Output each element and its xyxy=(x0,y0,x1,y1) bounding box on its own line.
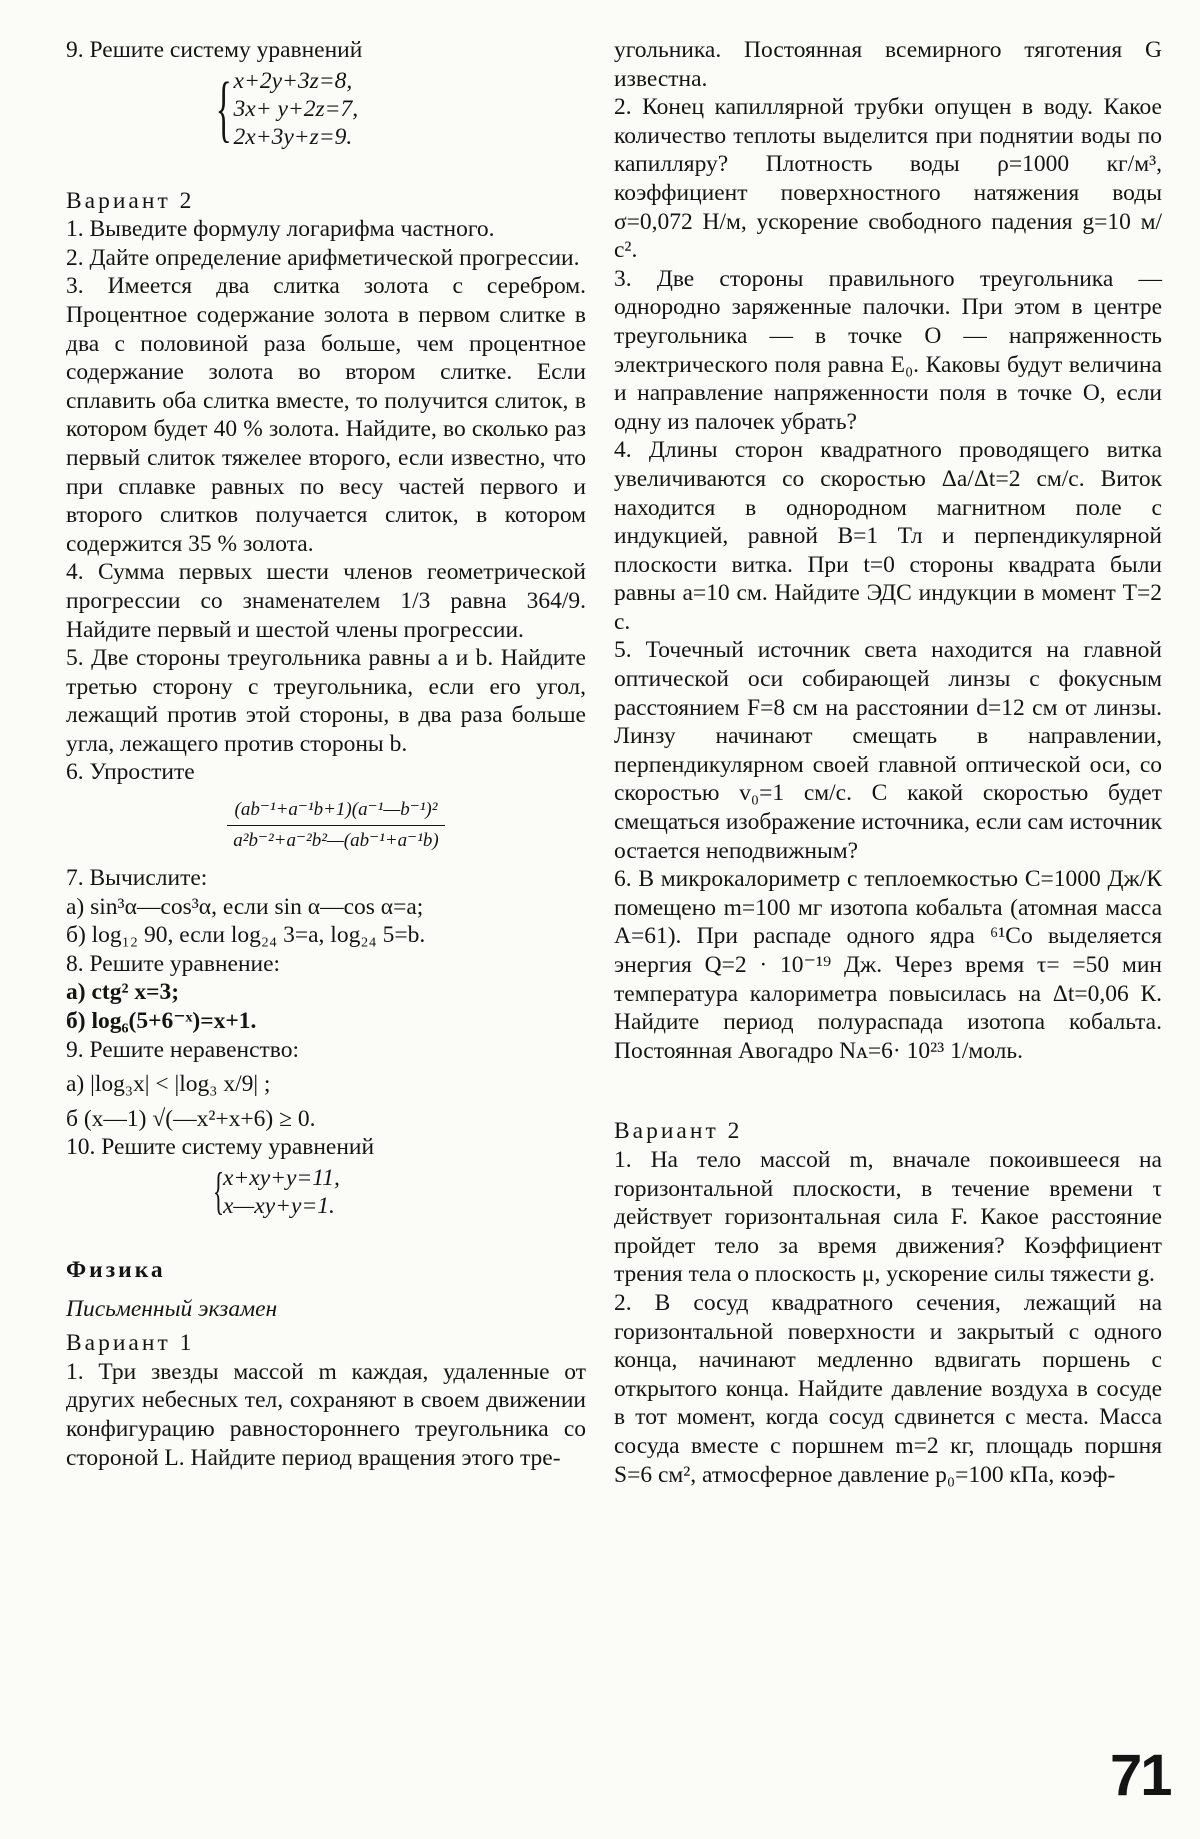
equation-line: x+2y+3z=8, xyxy=(233,67,353,94)
written-exam-subheading: Письменный экзамен xyxy=(66,1295,278,1322)
math-question-3: 3. Имеется два слитка золота с серебром. Процентное содержание золота в первом слитке в два с половиной раза больше, чем процентное содержание золота во втором слитке. Если сплавить оба слитка вместе, то получится слиток, в котором будет 40 % золота. Найдите, во сколько раз первый слиток тяжелее второго, если известно, что при сплавке равных по весу частей первого и второго слитков получается слиток, в котором содержится 35 % золота. xyxy=(66,273,586,557)
variant-2-heading: Вариант 2 xyxy=(66,187,195,214)
page-number: 71 xyxy=(1110,1743,1171,1808)
physics-question-1: 1. Три звезды массой m каждая, удаленные от других небесных тел, сохраняют в своем движении конфигурацию равностороннего треугольника со стороной L. Найдите период вращения этого тре- xyxy=(66,1358,586,1471)
math-question-1: 1. Выведите формулу логарифма частного. xyxy=(66,216,495,243)
system-problem-9-title: 9. Решите систему уравнений xyxy=(66,37,363,63)
math-question-8: 8. Решите уравнение: xyxy=(66,950,281,977)
physics-heading: Физика xyxy=(66,1257,166,1283)
equation-system-9 xyxy=(206,67,586,151)
math-question-9a: а) |log₃x| < |log₃ x/9| ; xyxy=(66,1071,271,1098)
fraction-numerator: (ab⁻¹+a⁻¹b+1)(a⁻¹—b⁻¹)² xyxy=(227,797,446,826)
variant-2-physics-heading: Вариант 2 xyxy=(614,1118,743,1145)
physics-question-4: 4. Длины сторон квадратного проводящего витка увеличиваются со скоростью Δa/Δt=2 см/с. Виток находится в однородном магнитном поле с индукцией, равной B=1 Тл и перпендикулярной плоскости витка. При t=0 стороны квадрата были равны a=10 см. Найдите ЭДС индукции в момент T=2 с. xyxy=(614,437,1162,635)
math-question-7a: а) sin³α—cos³α, если sin α—cos α=a; xyxy=(66,893,424,920)
brace-symbol: { xyxy=(215,67,232,150)
physics-question-3: 3. Две стороны правильного треугольника — однородно заряженные палочки. При этом в центре треугольника — в точке O — напряженность электрического поля равна E₀. Каковы будут величина и направление напряженности поля в точке O, если одну из палочек убрать? xyxy=(614,265,1162,435)
equation-line: 2x+3y+z=9. xyxy=(233,123,353,150)
left-column xyxy=(66,36,586,1472)
math-question-4: 4. Сумма первых шести членов геометрической прогрессии со знаменателем 1/3 равна 364/9. Найдите первый и шестой члены прогрессии. xyxy=(66,559,586,643)
physics-v2-question-2: 2. В сосуд квадратного сечения, лежащий на горизонтальной поверхности и закрытый с одного конца, начинают медленно вдвигать поршень с открытого конца. Найдите давление воздуха в сосуде в тот момент, когда сосуд сдвинется с места. Масса сосуда вместе с поршнем m=2 кг, площадь поршня S=6 см², атмосферное давление p₀=100 кПа, коэф- xyxy=(614,1289,1162,1488)
math-question-9: 9. Решите неравенство: xyxy=(66,1036,300,1063)
physics-question-2: 2. Конец капиллярной трубки опущен в воду. Какое количество теплоты выделится при поднятии воды по капилляру? Плотность воды ρ=1000 кг/м³, коэффициент поверхностного натяжения воды σ=0,072 Н/м, ускорение свободного падения g=10 м/с². xyxy=(614,94,1162,264)
right-column xyxy=(614,36,1162,1489)
equation-system-10 xyxy=(206,1164,586,1220)
math-question-2: 2. Дайте определение арифметической прогрессии. xyxy=(66,244,580,271)
math-question-7b: б) log₁₂ 90, если log₂₄ 3=a, log₂₄ 5=b. xyxy=(66,922,426,949)
math-question-7: 7. Вычислите: xyxy=(66,865,208,892)
variant-1-heading: Вариант 1 xyxy=(66,1330,195,1357)
physics-v2-question-1: 1. На тело массой m, вначале покоившееся на горизонтальной плоскости, в течение времени τ действует горизонтальная сила F. Какое расстояние пройдет тело за время движения? Коэффициент трения тела о плоскость μ, ускорение силы тяжести g. xyxy=(614,1146,1162,1288)
physics-question-1-continued: угольника. Постоянная всемирного тяготения G известна. xyxy=(614,37,1162,92)
equation-line: x+xy+y=11, xyxy=(222,1165,340,1191)
fraction-denominator: a²b⁻²+a⁻²b²—(ab⁻¹+a⁻¹b) xyxy=(233,830,439,852)
brace-symbol: { xyxy=(212,1163,225,1220)
equation-line: 3x+ y+2z=7, xyxy=(233,95,359,122)
math-question-8b: б) log₆(5+6⁻ˣ)=x+1. xyxy=(66,1008,257,1035)
physics-question-5: 5. Точечный источник света находится на главной оптической оси собирающей линзы с фокусным расстоянием F=8 см на расстоянии d=12 см от линзы. Линзу начинают смещать в направлении, перпендикулярном своей главной оптической оси, со скоростью v₀=1 см/с. С какой скоростью будет смещаться изображение источника, если сам источник остается неподвижным? xyxy=(614,637,1162,864)
simplify-fraction xyxy=(86,797,586,854)
math-question-6: 6. Упростите xyxy=(66,759,195,786)
math-question-5: 5. Две стороны треугольника равны a и b. Найдите третью сторону c треугольника, если его угол, лежащий против этой стороны, в два раза больше угла, лежащего против стороны b. xyxy=(66,645,586,757)
equation-line: x—xy+y=1. xyxy=(222,1193,335,1219)
math-question-10: 10. Решите систему уравнений xyxy=(66,1134,375,1161)
math-question-8a: а) ctg² x=3; xyxy=(66,979,180,1006)
physics-question-6: 6. В микрокалориметр с теплоемкостью C=1000 Дж/К помещено m=100 мг изотопа кобальта (атомная масса A=61). При распаде одного ядра ⁶¹Co выделяется энергия Q=2 · 10⁻¹⁹ Дж. Через время τ= =50 мин температура калориметра повысилась на Δt=0,06 К. Найдите период полураспада изотопа кобальта. Постоянная Авогадро Nᴀ=6· 10²³ 1/моль. xyxy=(614,866,1162,1064)
math-question-9b: б (x—1) √(—x²+x+6) ≥ 0. xyxy=(66,1105,316,1132)
